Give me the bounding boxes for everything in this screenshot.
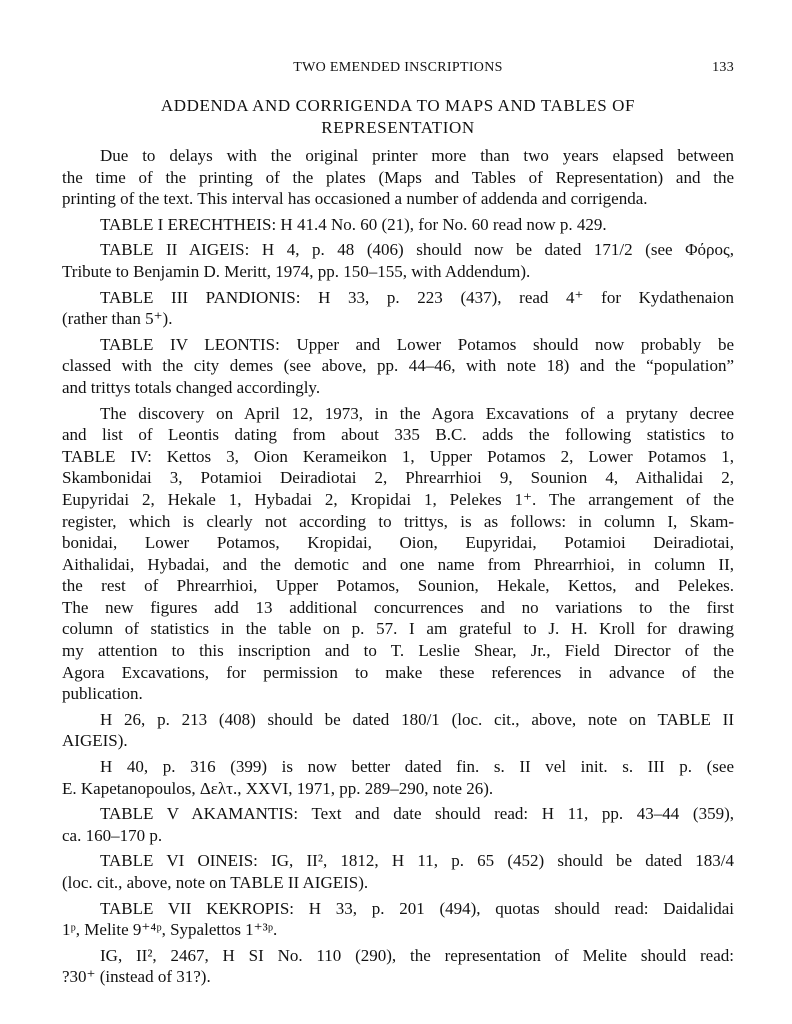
text-line: TABLE I ERECHTHEIS: H 41.4 No. 60 (21), for No. 60 read now p. 429. bbox=[100, 214, 607, 234]
text-line: TABLE IV: Kettos 3, Oion Kerameikon 1, Upper Potamos 2, Lower Potamos 1, bbox=[62, 446, 734, 466]
text-line: TABLE IV LEONTIS: Upper and Lower Potamos should now probably be bbox=[100, 334, 734, 354]
running-title: TWO EMENDED INSCRIPTIONS bbox=[293, 60, 503, 75]
paragraph bbox=[62, 945, 734, 988]
text-line: Aithalidai, Hybadai, and the demotic and one name from Phrearrhioi, in column II, bbox=[62, 554, 734, 574]
paragraph bbox=[62, 403, 734, 705]
paragraph bbox=[62, 898, 734, 941]
text-line: Agora Excavations, for permission to make these references in advance of the bbox=[62, 662, 734, 682]
text-line: (loc. cit., above, note on TABLE II AIGEIS). bbox=[62, 873, 369, 892]
text-line: (rather than 5⁺). bbox=[62, 309, 173, 329]
text-line: and list of Leontis dating from about 335 B.C. adds the following statistics to bbox=[62, 425, 734, 445]
section-title-line-1: ADDENDA AND CORRIGENDA TO MAPS AND TABLES OF bbox=[160, 96, 636, 115]
paragraph bbox=[62, 145, 734, 210]
text-line: publication. bbox=[62, 684, 143, 704]
paragraph bbox=[62, 287, 734, 330]
text-line: 1ᵖ, Melite 9⁺⁴ᵖ, Sypalettos 1⁺³ᵖ. bbox=[62, 920, 278, 940]
paragraph bbox=[62, 709, 734, 752]
text-line: bonidai, Lower Potamos, Kropidai, Oion, Eupyridai, Potamioi Deiradiotai, bbox=[62, 533, 734, 553]
text-line: TABLE V AKAMANTIS: Text and date should read: H 11, pp. 43–44 (359), bbox=[100, 804, 734, 824]
text-line: H 26, p. 213 (408) should be dated 180/1 (loc. cit., above, note on TABLE II bbox=[100, 709, 734, 729]
paragraph bbox=[62, 850, 734, 893]
section-title-line-2: REPRESENTATION bbox=[321, 118, 475, 137]
text-line: Tribute to Benjamin D. Meritt, 1974, pp. 150–155, with Addendum). bbox=[62, 261, 531, 281]
page-number: 133 bbox=[712, 60, 734, 75]
text-line: column of statistics in the table on p. 57. I am grateful to J. H. Kroll for drawing bbox=[62, 619, 734, 639]
text-line: Due to delays with the original printer more than two years elapsed between bbox=[100, 146, 734, 165]
text-line: register, which is clearly not according to trittys, is as follows: in column I, Skam- bbox=[62, 511, 734, 531]
paragraph bbox=[62, 239, 734, 282]
text-line: ?30⁺ (instead of 31?). bbox=[62, 967, 211, 987]
text-line: printing of the text. This interval has occasioned a number of addenda and corrigenda. bbox=[62, 189, 648, 209]
text-line: E. Kapetanopoulos, Δελτ., XXVI, 1971, pp. 289–290, note 26). bbox=[62, 778, 494, 798]
text-line: TABLE III PANDIONIS: H 33, p. 223 (437), read 4⁺ for Kydathenaion bbox=[100, 287, 734, 307]
text-line: The new figures add 13 additional concurrences and no variations to the first bbox=[62, 597, 734, 617]
text-line: my attention to this inscription and to T. Leslie Shear, Jr., Field Director of the bbox=[62, 641, 734, 661]
text-line: The discovery on April 12, 1973, in the Agora Excavations of a prytany decree bbox=[100, 403, 734, 423]
text-line: ca. 160–170 p. bbox=[62, 825, 163, 845]
text-line: Skambonidai 3, Potamioi Deiradiotai 2, Phrearrhioi 9, Sounion 4, Aithalidai 2, bbox=[62, 468, 734, 488]
text-line: TABLE VI OINEIS: IG, II², 1812, H 11, p. 65 (452) should be dated 183/4 bbox=[100, 851, 734, 871]
text-line: AIGEIS). bbox=[62, 731, 128, 751]
paragraph bbox=[62, 803, 734, 846]
text-line: and trittys totals changed accordingly. bbox=[62, 377, 321, 397]
running-head bbox=[62, 60, 734, 80]
text-line: the time of the printing of the plates (Maps and Tables of Representation) and the bbox=[62, 167, 734, 187]
paragraph bbox=[62, 334, 734, 399]
text-line: the rest of Phrearrhioi, Upper Potamos, Sounion, Hekale, Kettos, and Pelekes. bbox=[62, 576, 734, 596]
text-line: TABLE II AIGEIS: H 4, p. 48 (406) should now be dated 171/2 (see Φόρος, bbox=[100, 240, 734, 260]
text-line: IG, II², 2467, H SI No. 110 (290), the representation of Melite should read: bbox=[100, 945, 734, 965]
body-text bbox=[62, 145, 734, 992]
text-line: H 40, p. 316 (399) is now better dated fin. s. II vel init. s. III p. (see bbox=[100, 757, 734, 777]
text-line: classed with the city demes (see above, pp. 44–46, with note 18) and the “population” bbox=[62, 356, 734, 376]
paragraph bbox=[62, 756, 734, 799]
text-line: Eupyridai 2, Hekale 1, Hybadai 2, Kropidai 1, Pelekes 1⁺. The arrangement of the bbox=[62, 489, 734, 509]
text-line: TABLE VII KEKROPIS: H 33, p. 201 (494), quotas should read: Daidalidai bbox=[100, 898, 734, 918]
paragraph bbox=[62, 214, 734, 236]
